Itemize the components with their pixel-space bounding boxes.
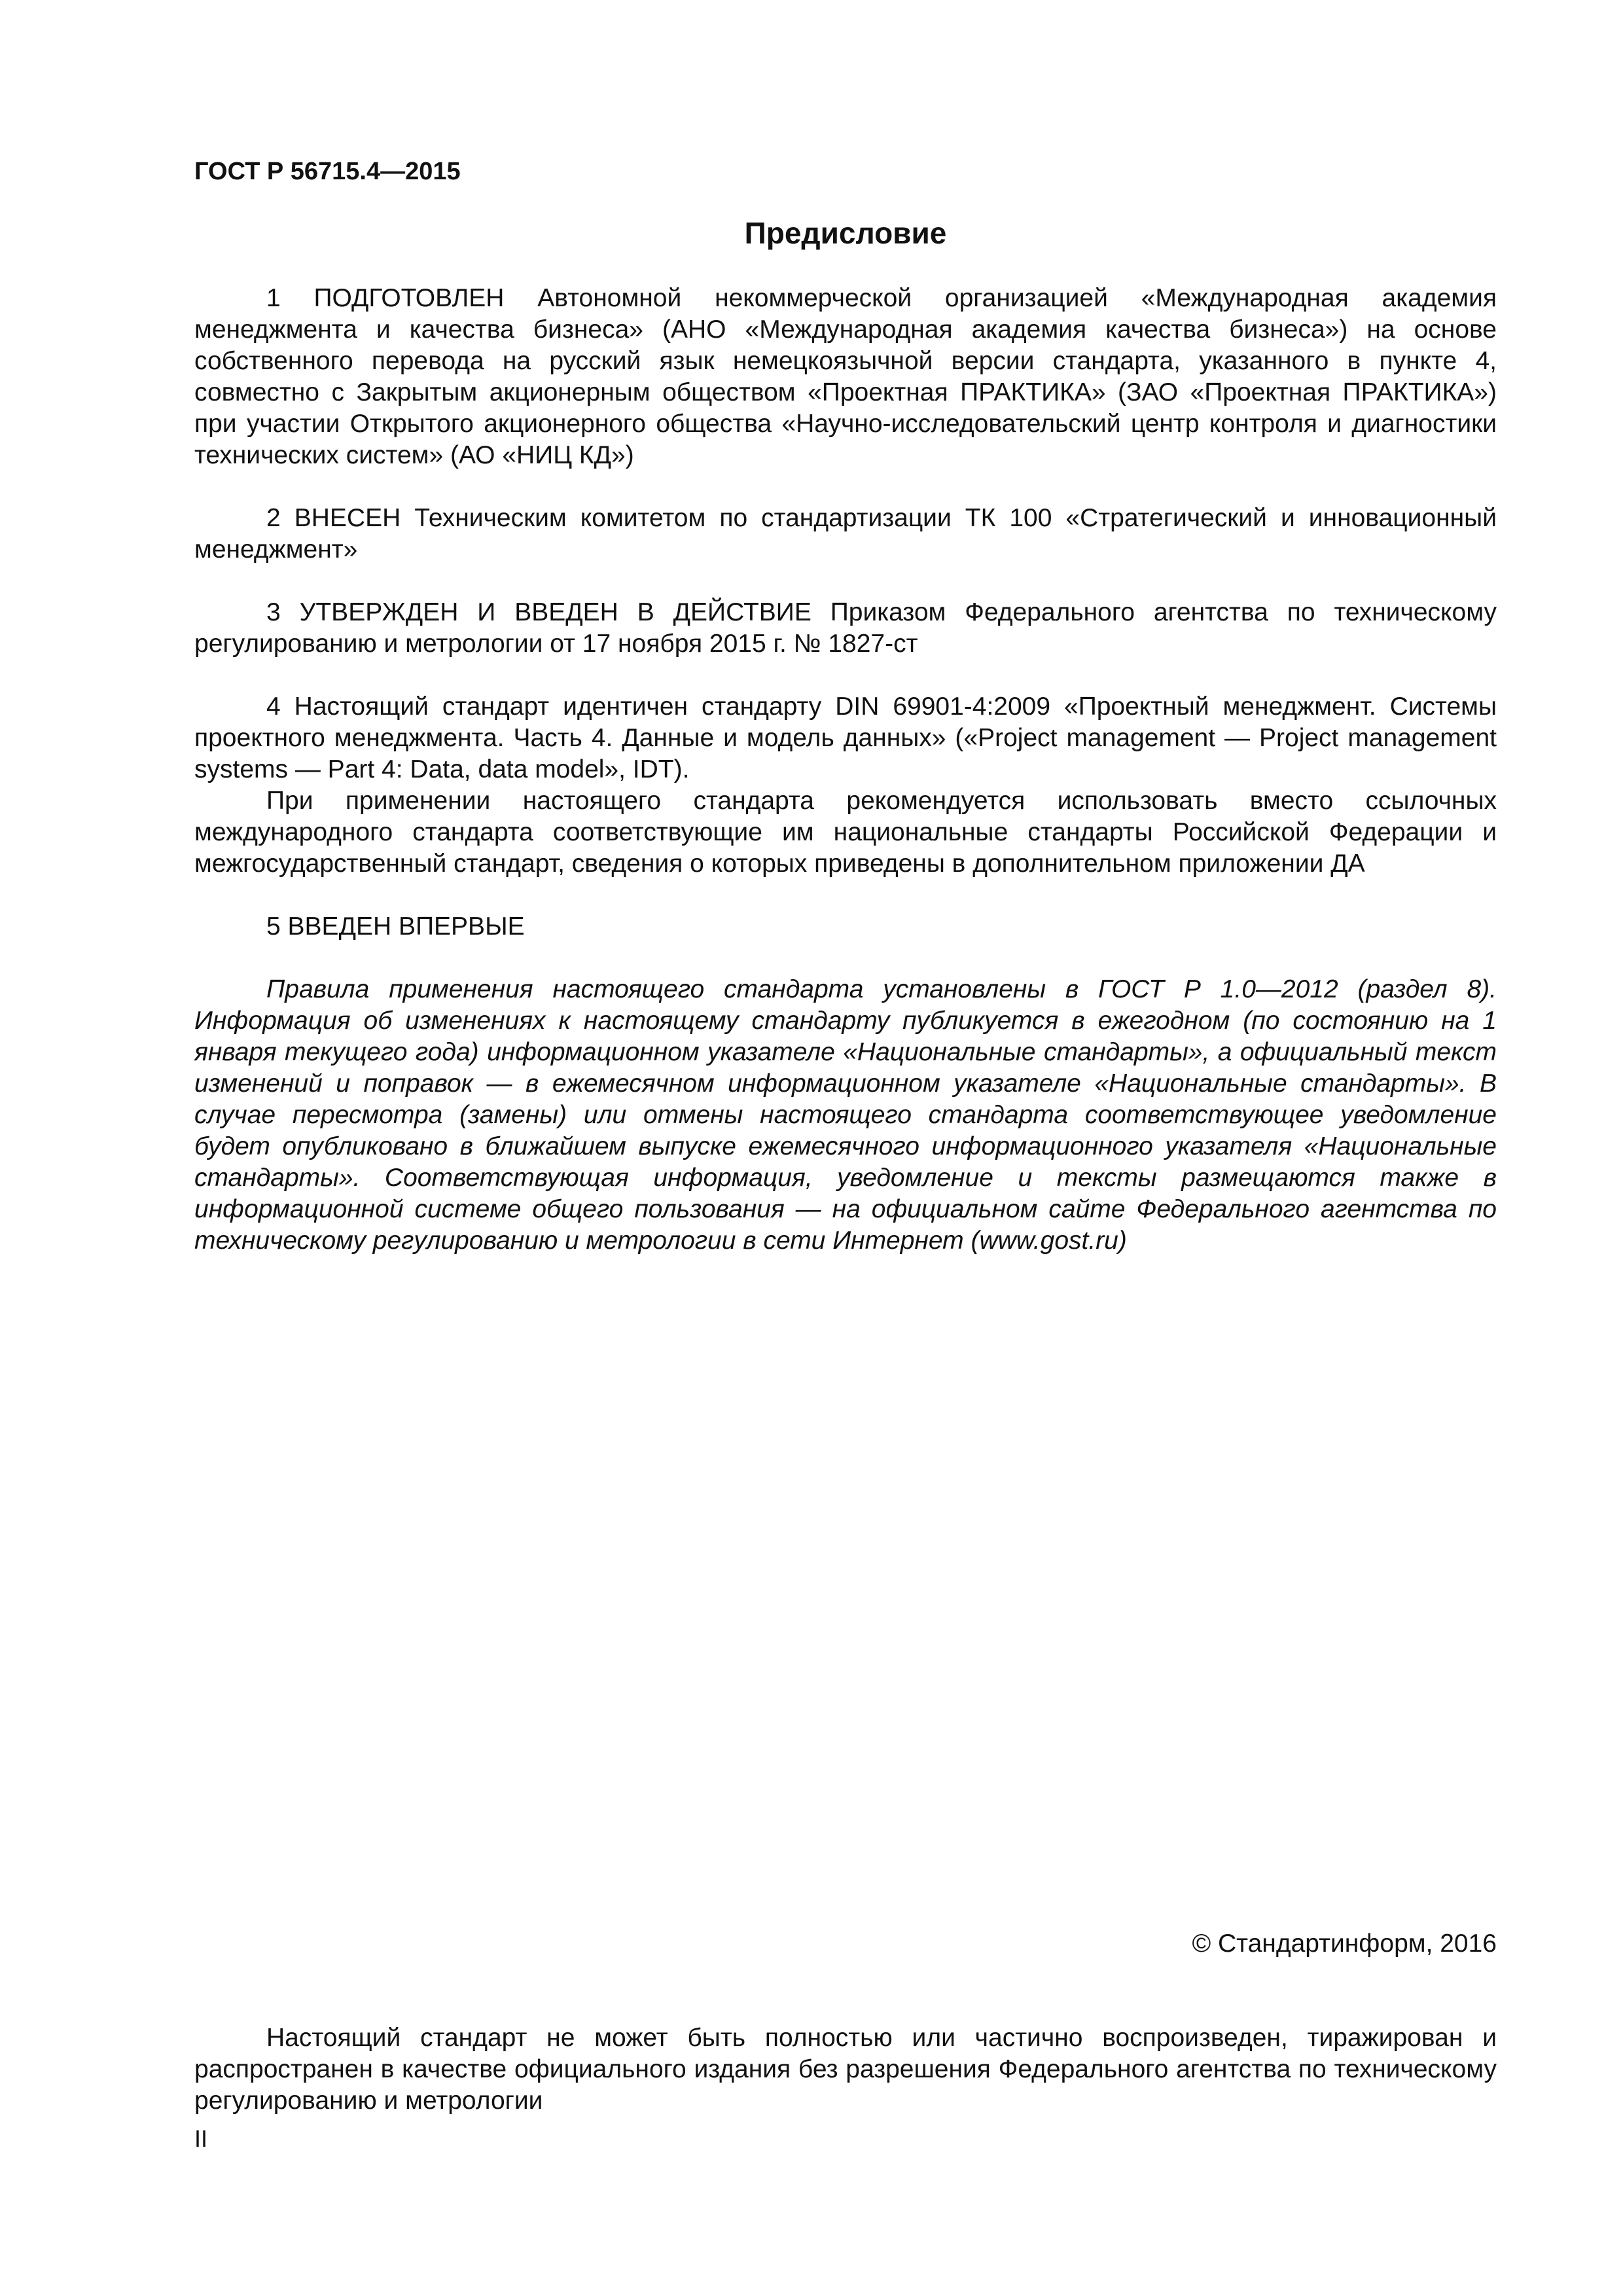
paragraph-prepared-by: 1 ПОДГОТОВЛЕН Автономной некоммерческой организацией «Международная академия менеджмента и качества бизнеса» (АНО «Международная академия качества бизнеса») на основе собственного перевода на русский язык немецкоязычной версии стандарта, указанного в пункте 4, совместно с Закрытым акционерным обществом «Проектная ПРАКТИКА» (ЗАО «Проектная ПРАКТИКА») при участии Открытого акционерного общества «Научно-исследовательский центр контроля и диагностики технических систем» (АО «НИЦ КД») [194, 284, 1497, 469]
standard-code-header: ГОСТ Р 56715.4—2015 [194, 158, 461, 185]
paragraph-approved: 3 УТВЕРЖДЕН И ВВЕДЕН В ДЕЙСТВИЕ Приказом Федерального агентства по техническому регулированию и метрологии от 17 ноября 2015 г. № 1827-ст [194, 598, 1497, 658]
paragraph-identical-standard: 4 Настоящий стандарт идентичен стандарту DIN 69901-4:2009 «Проектный менеджмент. Системы проектного менеджмента. Часть 4. Данные и модель данных» («Project management — Project management systems — Part 4: Data, data model», IDT). [194, 692, 1497, 783]
foreword-body [194, 283, 1497, 1257]
page-title: Предисловие [744, 216, 947, 250]
page-number: II [194, 2125, 208, 2152]
copyright-line: © Стандартинформ, 2016 [1192, 1929, 1497, 1958]
reproduction-notice: Настоящий стандарт не может быть полностью или частично воспроизведен, тиражирован и распространен в качестве официального издания без разрешения Федерального агентства по техническому регулированию и метрологии [194, 2024, 1497, 2115]
paragraph-first-introduced: 5 ВВЕДЕН ВПЕРВЫЕ [266, 912, 525, 941]
paragraph-introduced-by: 2 ВНЕСЕН Техническим комитетом по стандартизации ТК 100 «Стратегический и инновационный менеджмент» [194, 504, 1497, 564]
paragraph-application-rules: Правила применения настоящего стандарта установлены в ГОСТ Р 1.0—2012 (раздел 8). Информация об изменениях к настоящему стандарту публикуется в ежегодном (по состоянию на 1 января текущего года) информационном указателе «Национальные стандарты», а официальный текст изменений и поправок — в ежемесячном информационном указателе «Национальные стандарты». В случае пересмотра (замены) или отмены настоящего стандарта соответствующее уведомление будет опубликовано в ближайшем выпуске ежемесячного информационного указателя «Национальные стандарты». Соответствующая информация, уведомление и тексты размещаются также в информационной системе общего пользования — на официальном сайте Федерального агентства по техническому регулированию и метрологии в сети Интернет (www.gost.ru) [194, 975, 1497, 1255]
paragraph-reference-standards: При применении настоящего стандарта рекомендуется использовать вместо ссылочных международного стандарта соответствующие им национальные стандарты Российской Федерации и межгосударственный стандарт, сведения о которых приведены в дополнительном приложении ДА [194, 787, 1497, 878]
